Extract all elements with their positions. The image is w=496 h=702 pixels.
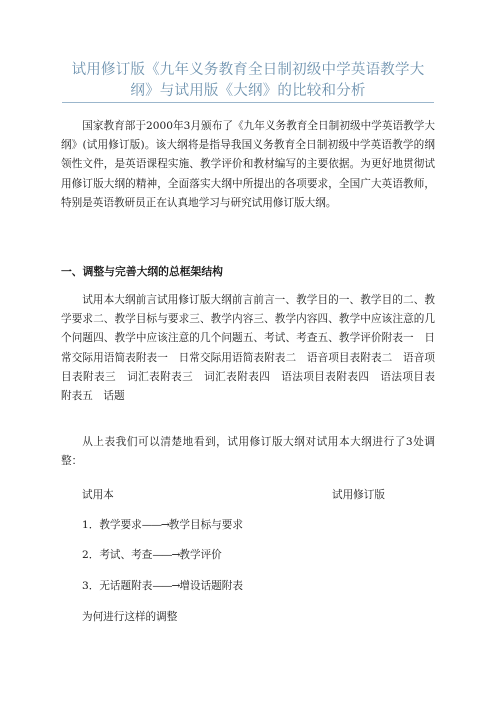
section-1-paragraph: 试用本大纲前言试用修订版大纲前言前言一、教学目的一、教学目的二、教学要求二、教学目标与要求三、教学内容三、教学内容四、教学中应该注意的几个问题四、教学中应该注意的几个问题五、考试、考查五、教学评价附表一 日常交际用语简表附表一 日常交际用语简表附表二 语音项目表附表二 语音项目表附表三 词汇表附表三 词汇表附表四 语法项目表附表四 语法项目表 附表五 话题 xyxy=(61,294,446,403)
change-label: 2．考试、考查 xyxy=(82,549,153,561)
change-label: 1．教学要求 xyxy=(82,519,142,531)
arrow-icon: ——→ xyxy=(152,580,180,592)
title-line-1: 试用修订版《九年义务教育全日制初级中学英语教学大 xyxy=(71,62,425,78)
change-target: 增设话题附表 xyxy=(179,580,243,592)
change-target: 教学目标与要求 xyxy=(168,519,243,531)
intro-paragraph: 国家教育部于2000年3月颁布了《九年义务教育全日制初级中学英语教学大纲》(试用修订版)。该大纲将是指导我国义务教育全日制初级中学英语教学的纲领性文件，是英语课程实施、教学评价和教材编写的主要依据。为更好地贯彻试用修订版大纲的精神，全面落实大纲中所提出的各项要求，全国广大英语教师，特别是英语教研员正在认真地学习与研究试用修订版大纲。 xyxy=(61,120,435,209)
closing-line: 为何进行这样的调整 xyxy=(82,611,178,623)
change-label: 3．无话题附表 xyxy=(82,580,153,592)
col-left-header: 试用本 xyxy=(82,489,114,501)
change-item-1 xyxy=(61,516,456,535)
arrow-icon: ——→ xyxy=(152,549,180,561)
arrow-icon: ——→ xyxy=(141,519,169,531)
change-item-2 xyxy=(61,546,456,565)
change-item-3 xyxy=(61,577,456,596)
comparison-header xyxy=(61,486,456,505)
title-underline xyxy=(62,102,434,103)
col-right-header: 试用修订版 xyxy=(332,489,385,501)
comparison-intro: 从上表我们可以清楚地看到，试用修订版大纲对试用本大纲进行了3处调整： xyxy=(61,436,435,468)
document-title xyxy=(40,60,456,102)
change-target: 教学评价 xyxy=(179,549,222,561)
title-line-2: 纲》与试用版《大纲》的比较和分析 xyxy=(130,83,366,99)
section-1-heading: 一、调整与完善大纲的总框架结构 xyxy=(61,265,223,278)
